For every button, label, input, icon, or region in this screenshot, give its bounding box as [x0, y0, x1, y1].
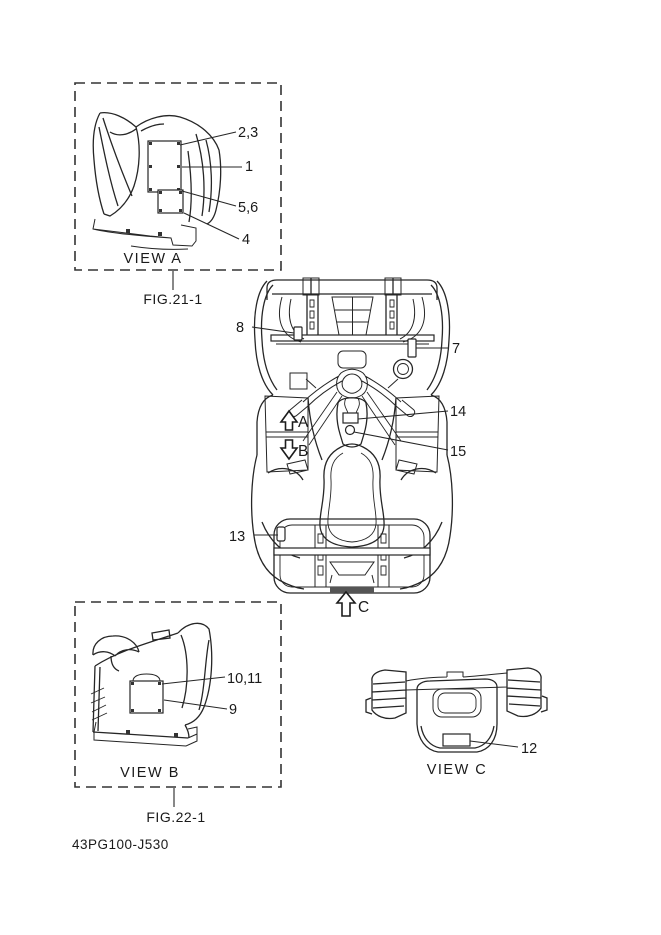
view-direction-letter-b: B [298, 443, 309, 460]
atv-rear-dark-bar [330, 587, 374, 593]
leader-line-9 [164, 700, 227, 709]
leader-line-12 [470, 741, 518, 747]
atv-rear-rack-rails [315, 525, 389, 587]
view-a-figure-ref: FIG.21-1 [143, 291, 203, 307]
part-marker-13 [277, 527, 285, 541]
main-vehicle-top-view [229, 278, 466, 616]
leader-line-5-6 [182, 191, 236, 206]
atv-instrument-pod [338, 351, 366, 368]
leader-line-15 [354, 432, 448, 450]
callout-8: 8 [236, 320, 245, 336]
callout-10-11: 10,11 [227, 671, 263, 687]
callout-13: 13 [229, 529, 246, 545]
view-c-section [366, 668, 547, 778]
callout-2-3: 2,3 [238, 125, 259, 141]
view-direction-arrow-b-icon [281, 440, 297, 459]
atv-storage-lid [290, 373, 307, 389]
view-direction-arrow-a-icon [281, 411, 297, 430]
part-marker-12 [443, 734, 470, 746]
emblem-panel-b-lip [133, 674, 160, 681]
atv-footwells [265, 396, 439, 474]
callout-7: 7 [452, 341, 461, 357]
view-a-shield-art [93, 113, 139, 216]
callout-14: 14 [450, 404, 467, 420]
view-a-section [75, 83, 281, 307]
atv-seat-contour [328, 453, 376, 542]
view-b-base-art [94, 722, 197, 746]
callout-9: 9 [229, 702, 238, 718]
leader-line-8 [252, 327, 294, 333]
leader-line-4 [184, 213, 239, 239]
callout-12: 12 [521, 741, 538, 757]
part-marker-7 [408, 339, 416, 357]
view-direction-letter-c: C [358, 599, 370, 616]
callout-5-6: 5,6 [238, 200, 259, 216]
atv-rear-rack-inner [280, 525, 424, 587]
view-c-right-fender-art [507, 668, 547, 717]
part-code: 43PG100-J530 [72, 837, 169, 852]
part-marker-15 [346, 426, 355, 435]
callout-1: 1 [245, 159, 254, 175]
view-c-recess-inner [438, 693, 476, 713]
callout-4: 4 [242, 232, 251, 248]
callout-15: 15 [450, 444, 467, 460]
view-c-left-fender-art [366, 670, 406, 719]
view-direction-letter-a: A [298, 414, 309, 431]
fuel-cap-inner [398, 364, 409, 375]
part-marker-8 [294, 327, 302, 340]
part-marker-14 [343, 413, 358, 423]
view-c-top-bar-art [406, 672, 507, 690]
view-direction-arrow-c-icon [337, 592, 355, 616]
view-c-caption: VIEW C [426, 762, 488, 778]
view-b-section [75, 602, 281, 825]
view-a-base-art [93, 219, 196, 249]
view-b-figure-ref: FIG.22-1 [146, 809, 206, 825]
fuel-cap-outer [394, 360, 413, 379]
leader-line-10-11 [162, 677, 225, 684]
atv-rear-crossbar [274, 548, 430, 555]
atv-rear-rack-outer [274, 519, 430, 593]
emblem-panel-large [148, 141, 181, 192]
emblem-panel-b [130, 681, 163, 713]
view-b-dashed-box [75, 602, 281, 787]
view-a-caption: VIEW A [123, 251, 183, 267]
view-b-caption: VIEW B [120, 765, 180, 781]
